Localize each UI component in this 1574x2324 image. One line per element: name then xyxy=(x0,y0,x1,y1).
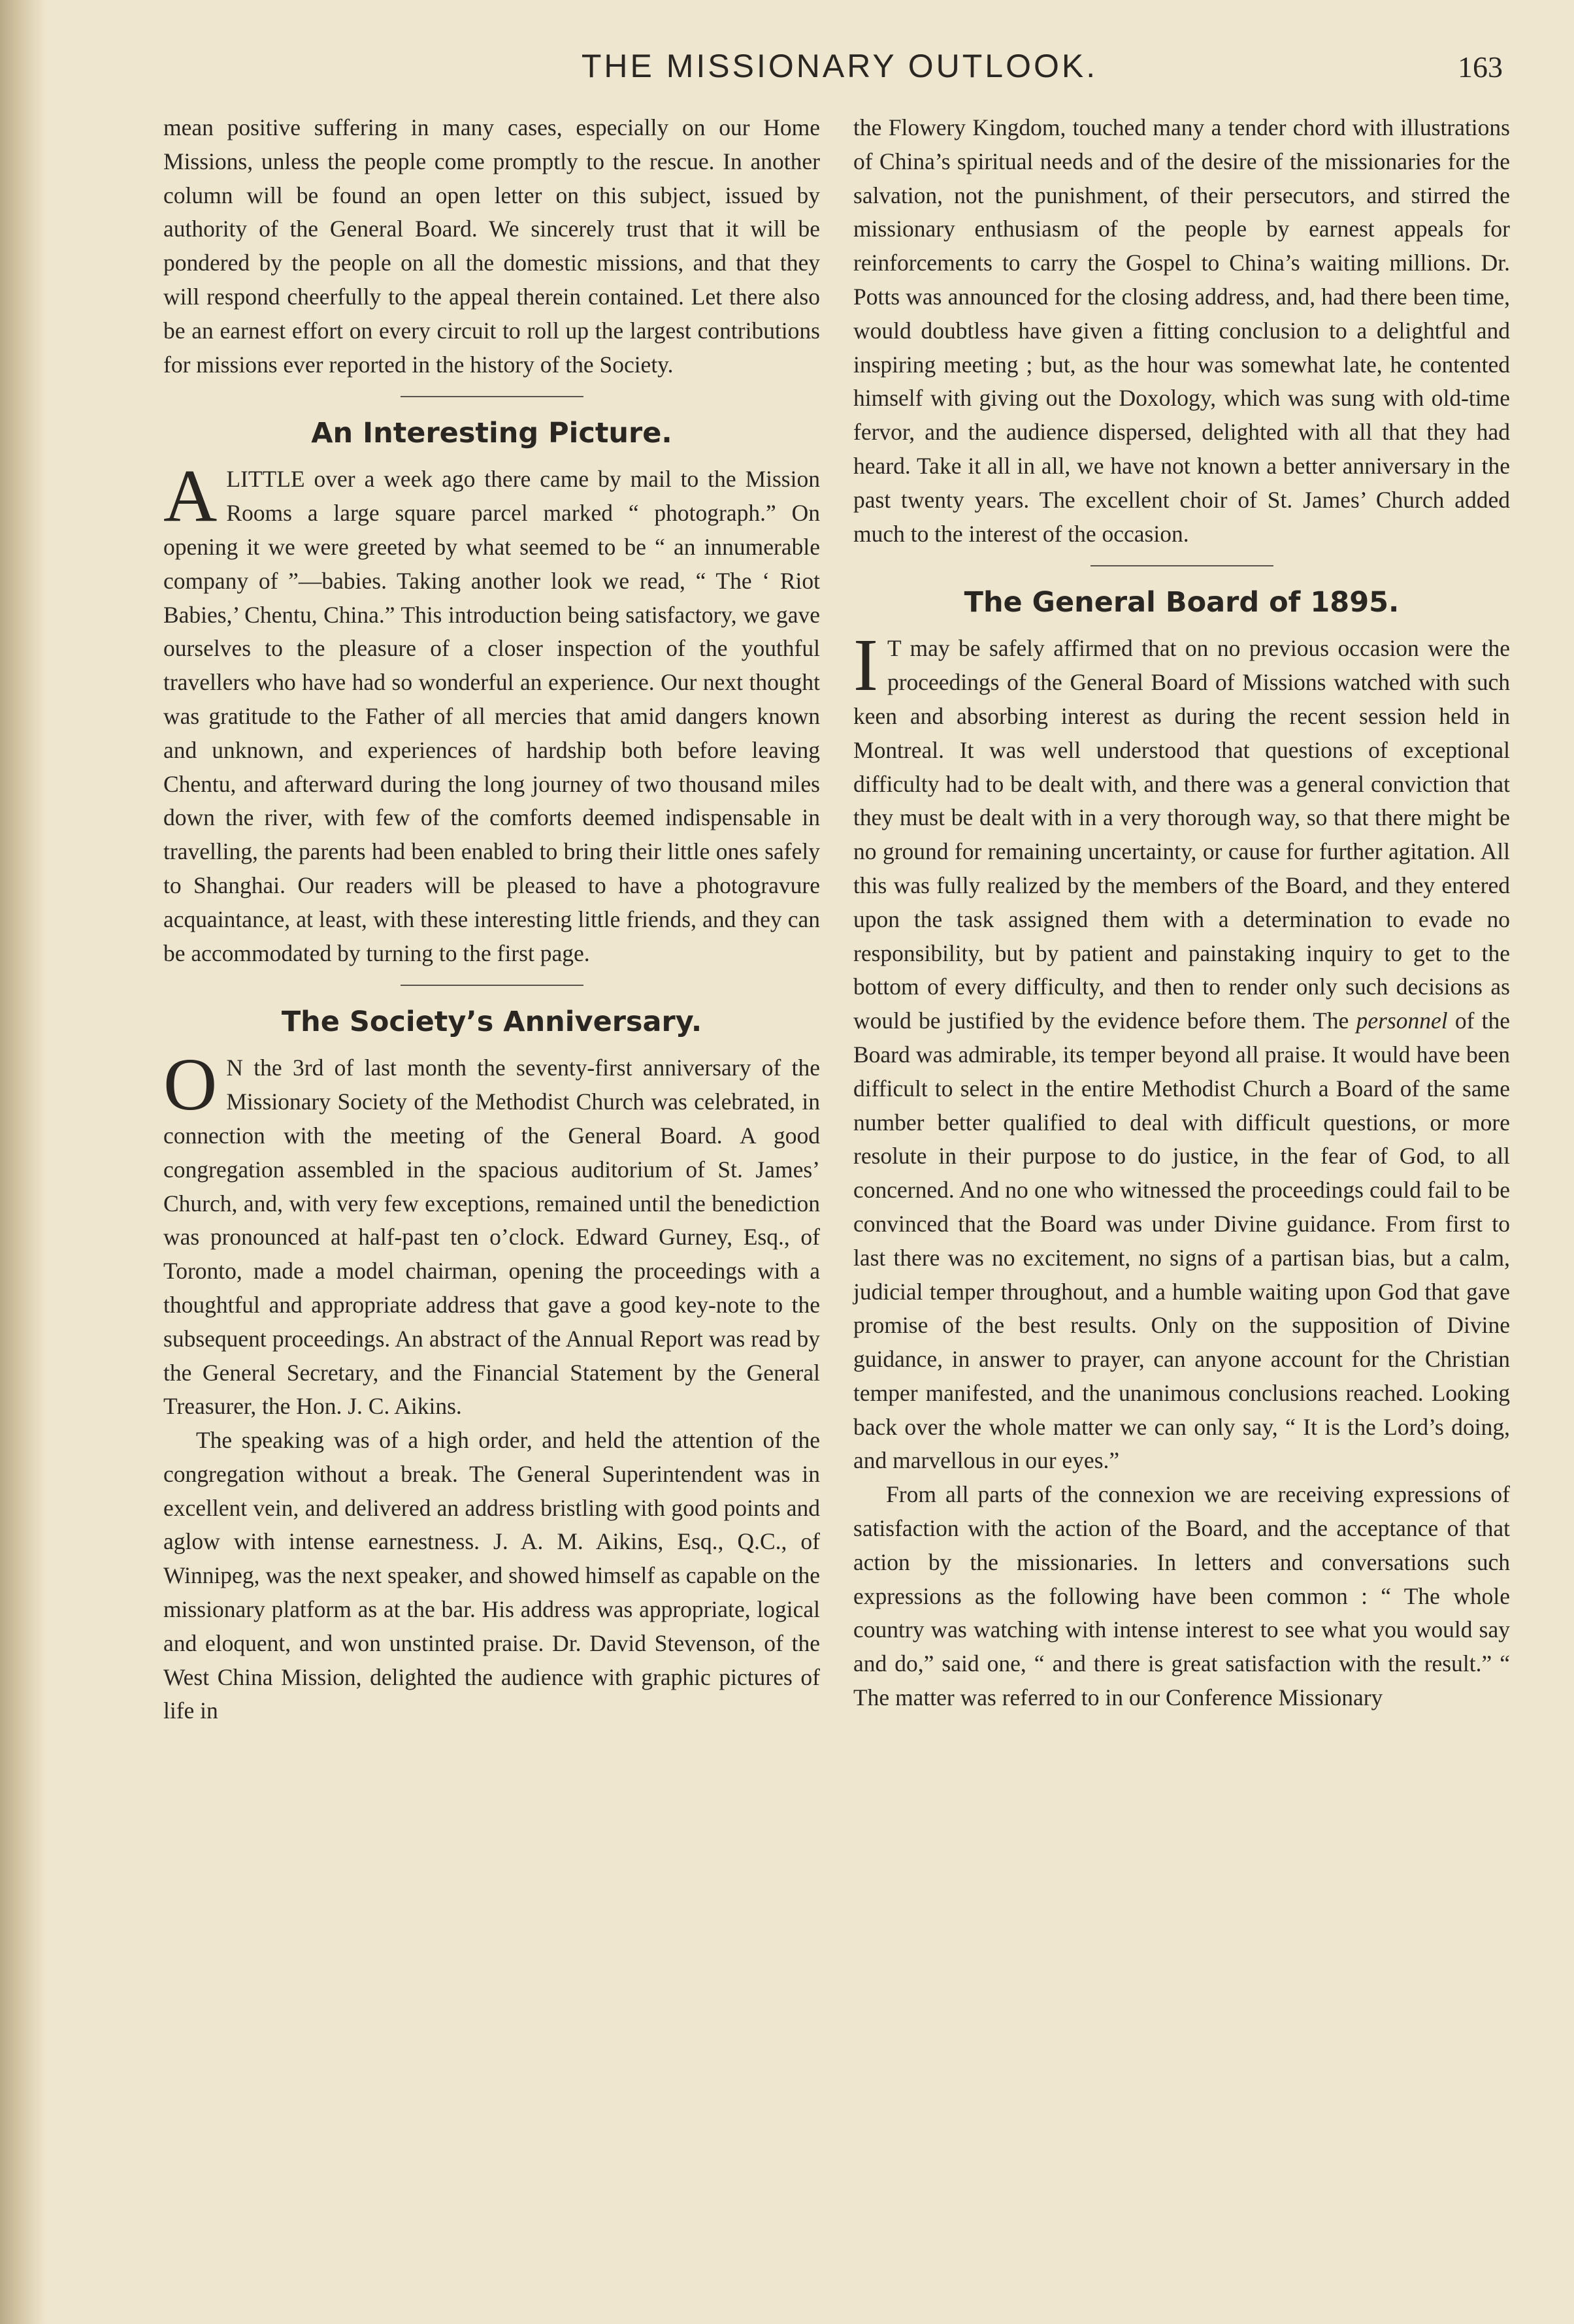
right-column xyxy=(853,111,1510,1715)
continued-paragraph: the Flowery Kingdom, touched many a tender chord with illustrations of China’s spiritual needs and of the desire of the missionaries for the salvation, not the punishment, of their persecutors, and stirred the missionary enthusiasm of the people by earnest appeals for reinforcements to carry the Gospel to China’s waiting millions. Dr. Potts was announced for the closing address, and, had there been time, would doubtless have given a fitting conclusion to a delightful and inspiring meeting ; but, as the hour was somewhat late, he contented himself with giving out the Doxology, which was sung with old-time fervor, and the audience dispersed, delighted with all that they had heard. Take it all in all, we have not known a better anniversary in the past twenty years. The excellent choir of St. James’ Church added much to the interest of the occasion. xyxy=(853,114,1510,547)
publication-title: THE MISSIONARY OUTLOOK. xyxy=(581,48,1098,84)
board-text-b: of the Board was admirable, its temper beyond all praise. It would have been difficult to select in the entire Methodist Church a Board of the same number better qualified to deal with difficult questions, or more resolute in their purpose to do justice, in the fear of God, to all concerned. And no one who witnessed the proceedings could fail to be convinced that the Board was under Divine guidance. From first to last there was no excitement, no signs of a partisan bias, but a calm, judicial temper throughout, and a humble waiting upon God that gave promise of the best results. Only on the supposition of Divine guidance, in answer to prayer, can anyone account for the Christian temper manifested, and the unanimous conclusions reached. Looking back over the whole matter we can only say, “ It is the Lord’s doing, and marvellous in our eyes.” xyxy=(853,1007,1510,1474)
page-binding-edge xyxy=(0,0,46,2324)
page-header xyxy=(163,47,1516,99)
board-text: T may be safely affirmed that on no previous occasion were the proceedings of the General Board of Missions watched with such keen and absorbing interest as during the recent session held in Montreal. It was well understood that questions of exceptional difficulty had to be dealt with, and there was a general conviction that they must be dealt with in a very thorough way, so that there might be no ground for remaining uncertainty, or cause for further agitation. All this was fully realized by the members of the Board, and they entered upon the task assigned them with a determination to evade no responsibility, but by patient and painstaking inquiry to get to the bottom of every difficulty, and then to render only such decisions as would be justified by the evidence before them. The xyxy=(853,635,1510,1034)
dropcap-o: O xyxy=(163,1043,218,1126)
dropcap-i: I xyxy=(853,623,878,707)
dropcap-a: A xyxy=(163,454,218,538)
anniversary-text: N the 3rd of last month the seventy-first anniversary of the Missionary Society of the Methodist Church was celebrated, in connection with the meeting of the General Board. A good congregation assembled in the spacious auditorium of St. James’ Church, and, with very few exceptions, remained until the benediction was pronounced at half-past ten o’clock. Edward Gurney, Esq., of Toronto, made a model chairman, opening the proceedings with a thoughtful and appropriate address that gave a good key-note to the subsequent proceedings. An abstract of the Annual Report was read by the General Secretary, and the Financial Statement by the General Treasurer, the Hon. J. C. Aikins. xyxy=(163,1055,820,1420)
section-divider xyxy=(401,396,583,397)
board-paragraph-2: From all parts of the connexion we are receiving expressions of satisfaction with the action of the Board, and the acceptance of that action by the missionaries. In letters and conversations such expressions as the following have been common : “ The whole country was watching with intense interest to see what you would say and do,” said one, “ and there is great satisfaction with the result.” “ The matter was referred to in our Conference Missionary xyxy=(853,1481,1510,1711)
heading-society-anniversary: The Society’s Anniversary. xyxy=(281,1006,702,1039)
picture-text: LITTLE over a week ago there came by mail to the Mission Rooms a large square parcel marked “ photograph.” On opening it we were greeted by what seemed to be “ an innumerable company of ”—babies. Taking another look we read, “ The ‘ Riot Babies,’ Chentu, China.” This introduction being satisfactory, we gave ourselves to the pleasure of a closer inspection of the youthful travellers who have had so wonderful an experience. Our next thought was gratitude to the Father of all mercies that amid dangers known and unknown, and experiences of hardship both before leaving Chentu, and afterward during the long journey of two thousand miles down the river, with few of the comforts deemed indispensable in travelling, the parents had been enabled to bring their little ones safely to Shanghai. Our readers will be pleased to have a photogravure acquaintance, at least, with these interesting little friends, and they can be accommodated by turning to the first page. xyxy=(163,466,820,966)
heading-general-board: The General Board of 1895. xyxy=(964,586,1400,619)
page-number: 163 xyxy=(1458,50,1503,84)
intro-paragraph: mean positive suffering in many cases, especially on our Home Missions, unless the people come promptly to the rescue. In another column will be found an open letter on this subject, issued by authority of the General Board. We sincerely trust that it will be pondered by the people on all the domestic missions, and that they will respond cheerfully to the appeal therein contained. Let there also be an earnest effort on every circuit to roll up the largest contributions for missions ever reported in the history of the Society. xyxy=(163,114,820,378)
board-paragraph xyxy=(853,623,1510,1478)
section-divider xyxy=(401,985,583,986)
heading-interesting-picture: An Interesting Picture. xyxy=(311,417,672,450)
anniversary-paragraph-2: The speaking was of a high order, and held the attention of the congregation without a break. The General Superintendent was in excellent vein, and delivered an address bristling with good points and aglow with intense earnestness. J. A. M. Aikins, Esq., Q.C., of Winnipeg, was the next speaker, and showed himself as capable on the missionary platform as at the bar. His address was appropriate, logical and eloquent, and won unstinted praise. Dr. David Stevenson, of the West China Mission, delighted the audience with graphic pictures of life in xyxy=(163,1427,820,1724)
section-divider xyxy=(1090,565,1273,566)
left-column xyxy=(163,111,820,1728)
anniversary-paragraph xyxy=(163,1043,820,1424)
board-italic-word: personnel xyxy=(1356,1007,1448,1034)
picture-paragraph xyxy=(163,454,820,970)
